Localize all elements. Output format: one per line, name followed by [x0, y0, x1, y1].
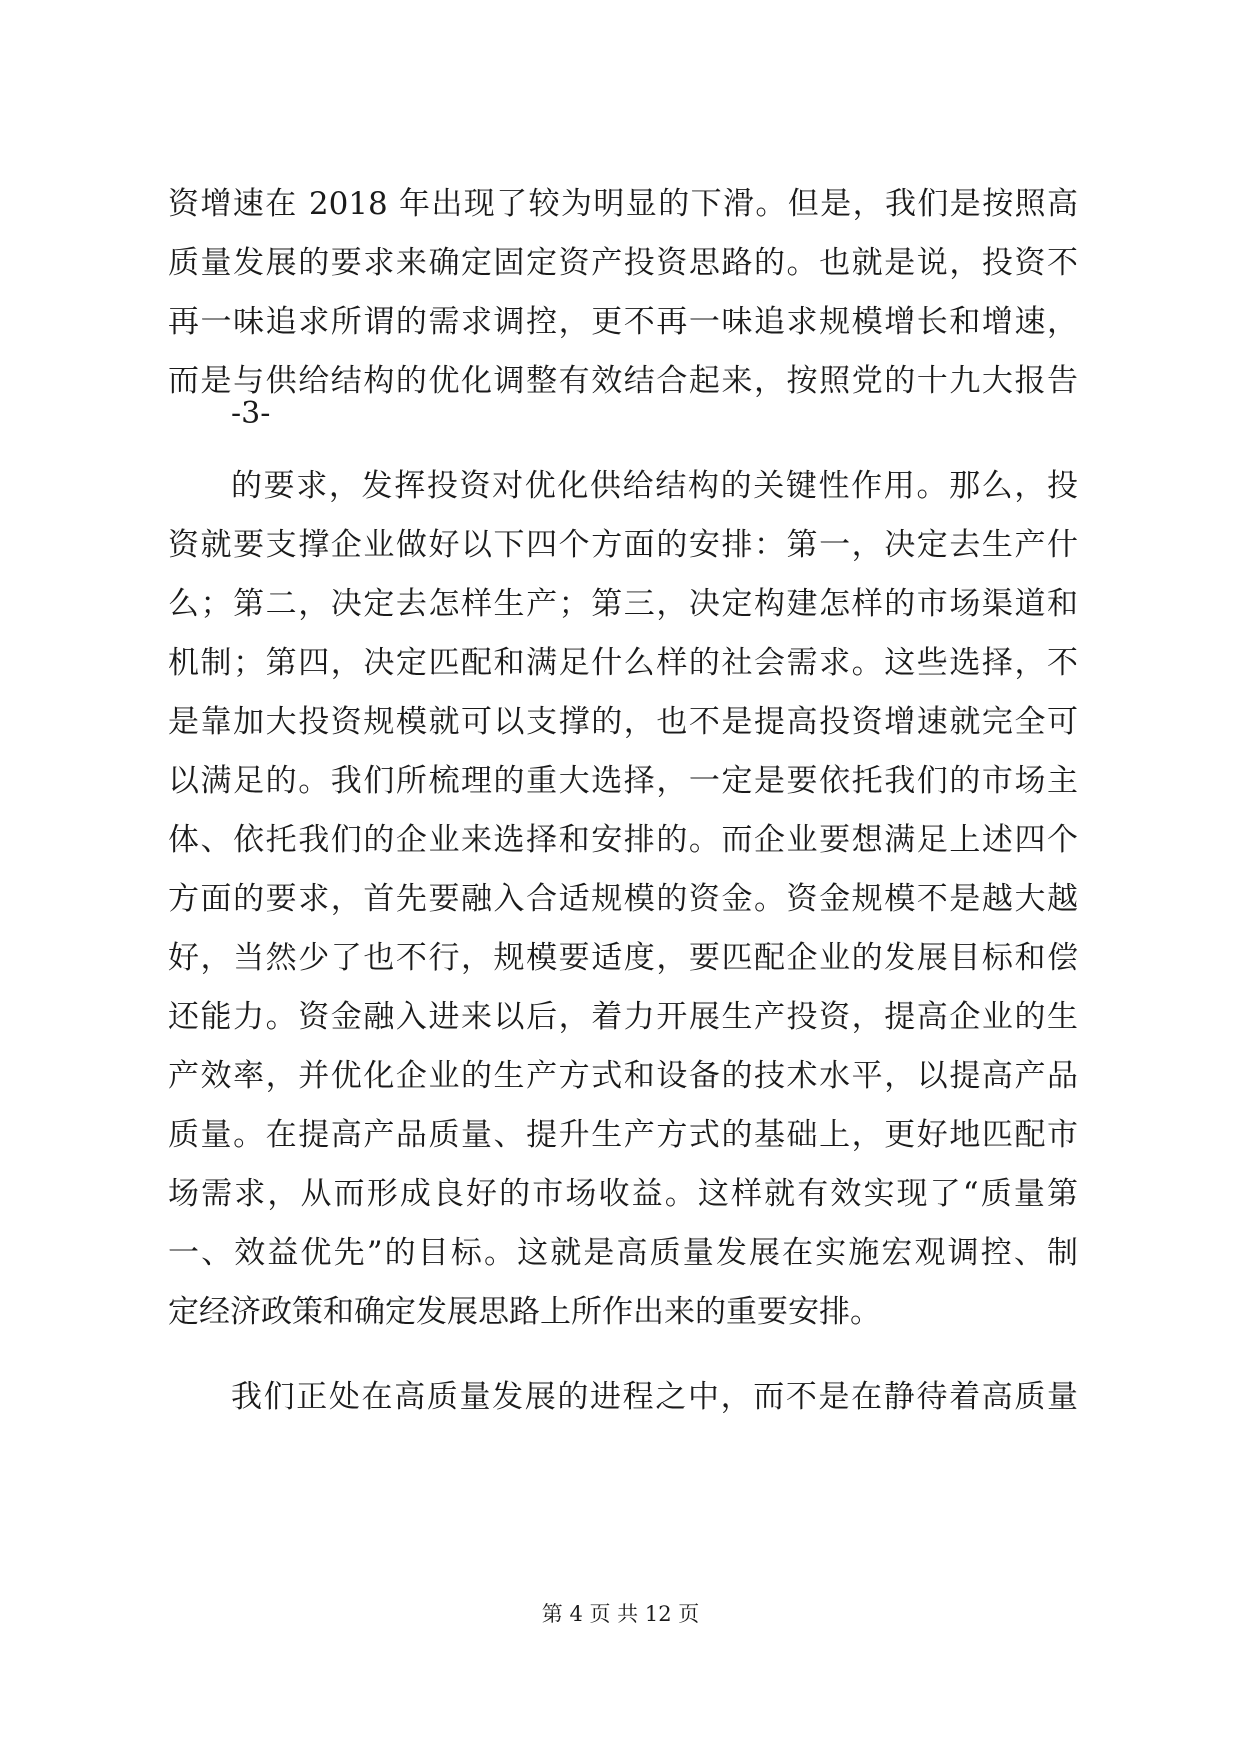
text-line: 资增速在 2018 年出现了较为明显的下滑。但是，我们是按照高	[168, 186, 1078, 222]
text-line: 产效率，并优化企业的生产方式和设备的技术水平，以提高产品	[168, 1058, 1078, 1094]
text-line: 场需求，从而形成良好的市场收益。这样就有效实现了“质量第	[168, 1176, 1078, 1212]
text-line: 好，当然少了也不行，规模要适度，要匹配企业的发展目标和偿	[168, 940, 1078, 976]
text-line: 我们正处在高质量发展的进程之中，而不是在静待着高质量	[231, 1379, 1078, 1415]
text-line: 的要求，发挥投资对优化供给结构的关键性作用。那么，投	[231, 468, 1078, 504]
text-line: 质量发展的要求来确定固定资产投资思路的。也就是说，投资不	[168, 245, 1078, 281]
text-line: 么；第二，决定去怎样生产；第三，决定构建怎样的市场渠道和	[168, 586, 1078, 622]
page-footer: 第 4 页 共 12 页	[541, 1602, 700, 1626]
text-line: 体、依托我们的企业来选择和安排的。而企业要想满足上述四个	[168, 822, 1078, 858]
text-line: 机制；第四，决定匹配和满足什么样的社会需求。这些选择，不	[168, 645, 1078, 681]
text-line: 而是与供给结构的优化调整有效结合起来，按照党的十九大报告	[168, 363, 1078, 399]
inner-page-marker: -3-	[231, 396, 271, 431]
text-line: 一、效益优先”的目标。这就是高质量发展在实施宏观调控、制	[168, 1235, 1078, 1271]
text-line: 以满足的。我们所梳理的重大选择，一定是要依托我们的市场主	[168, 763, 1078, 799]
text-line: 定经济政策和确定发展思路上所作出来的重要安排。	[168, 1294, 881, 1330]
text-line: 方面的要求，首先要融入合适规模的资金。资金规模不是越大越	[168, 881, 1078, 917]
text-line: 质量。在提高产品质量、提升生产方式的基础上，更好地匹配市	[168, 1117, 1078, 1153]
text-line: 再一味追求所谓的需求调控，更不再一味追求规模增长和增速，	[168, 304, 1078, 340]
text-line: 是靠加大投资规模就可以支撑的，也不是提高投资增速就完全可	[168, 704, 1078, 740]
text-line: 还能力。资金融入进来以后，着力开展生产投资，提高企业的生	[168, 999, 1078, 1035]
text-line: 资就要支撑企业做好以下四个方面的安排：第一，决定去生产什	[168, 527, 1078, 563]
